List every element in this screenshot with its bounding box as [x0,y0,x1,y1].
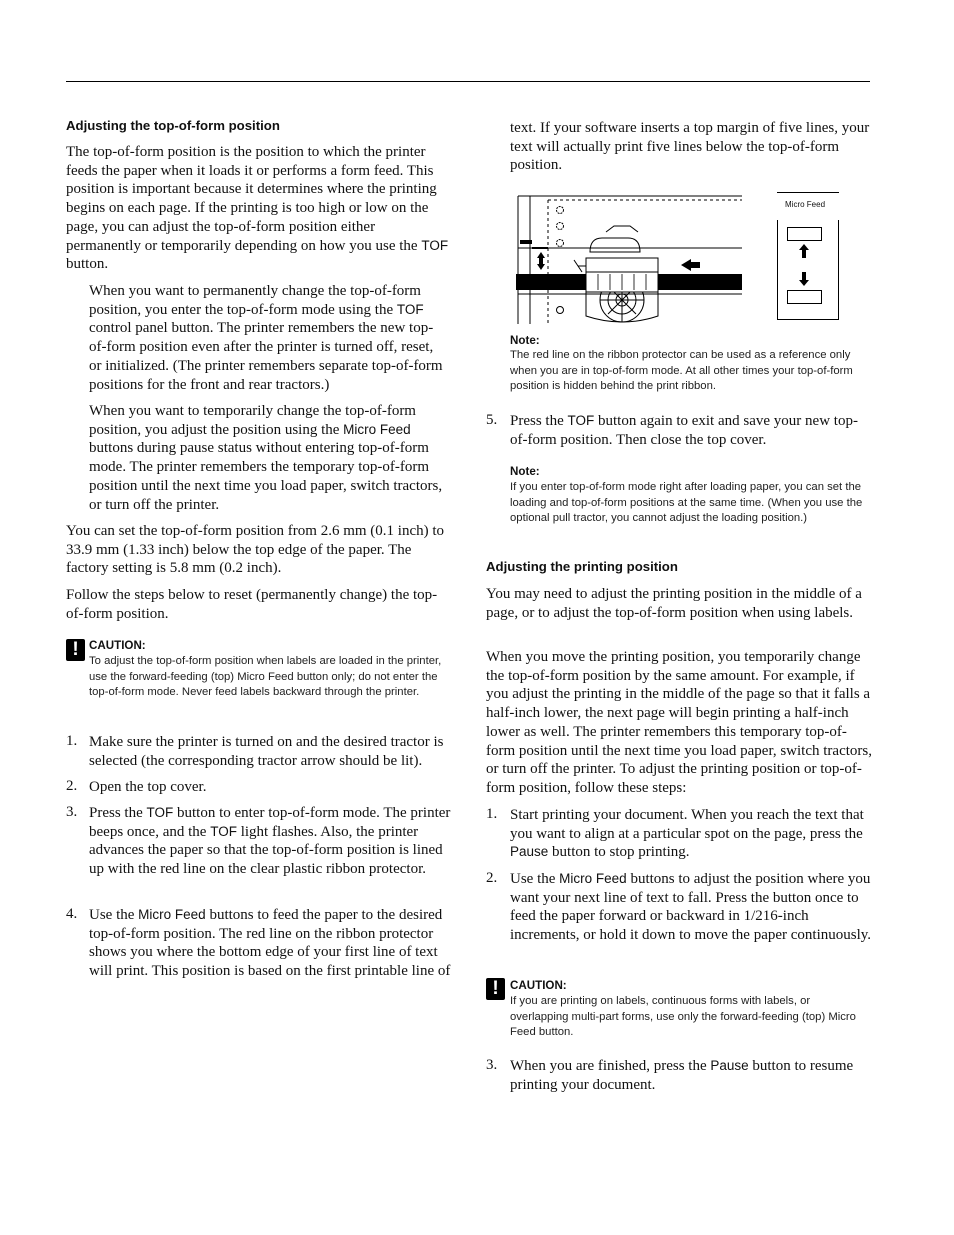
section-heading-top-of-form: Adjusting the top-of-form position [66,118,280,133]
step-number: 3. [66,804,78,820]
continued-paragraph: text. If your software inserts a top margin of five lines, your text will actually print five lines below the top-of-form position. [510,120,870,174]
section-heading-printing-position: Adjusting the printing position [486,559,678,574]
printing-step-3-text: When you are finished, press the Pause button to resume printing your document. [510,1058,854,1093]
step-number: 4. [66,906,78,922]
step-3-text: Press the TOF button to enter top-of-form mode. The printer beeps once, and the TOF light flashes. Also, the printer advances the paper so that the top-of-form position is lined up with the red line on the clear plastic ribbon protector. [89,805,451,878]
step-number: 1. [486,806,498,822]
note-1-text: The red line on the ribbon protector can be used as a reference only when you are in top-of-form mode. At all other times your top-of-form position is hidden behind the print ribbon. [510,349,853,393]
note-1-title: Note: [510,334,540,347]
note-2-text: If you enter top-of-form mode right after loading paper, you can set the loading and top-of-form positions at the same time. (When you use the optional pull tractor, you cannot adjust the loading position.) [510,481,863,525]
step-4-text: Use the Micro Feed buttons to feed the paper to the desired top-of-form position. The red line on the ribbon protector shows you where the bottom edge of your first line of text will print. This position is based on the first printable line of [89,907,451,980]
header-rule [66,81,870,82]
micro-feed-down-button [787,290,822,304]
printer-top-of-form-illustration [510,188,742,324]
step-number: 3. [486,1057,498,1073]
micro-feed-label: Micro Feed [785,200,826,209]
printing-intro-paragraph: You may need to adjust the printing position in the middle of a page, or to adjust the top-of-form position when using labels. [486,586,862,621]
printing-step-2-text: Use the Micro Feed buttons to adjust the position where you want your next line of text to fall. Press the button once to feed the paper forward or backward in 1/216-inch increments, or hold it down to move the paper continuously. [510,871,872,944]
permanent-paragraph: When you want to permanently change the top-of-form position, you enter the top-of-form mode using the TOF control panel button. The printer remembers the new top-of-form position even after the printer is turned off, reset, or initialized. (The printer remembers separate top-of-form positions for the front and rear tractors.) [89,283,443,393]
caution-title: CAUTION: [89,639,146,652]
temporary-paragraph: When you want to temporarily change the top-of-form position, you adjust the position using the Micro Feed buttons during pause status without entering top-of-form mode. The printer remembers the temporary top-of-form position until the next time you load paper, switch tractors, or turn off the printer. [89,403,443,513]
arrow-down-icon [799,272,809,286]
printing-step-1-text: Start printing your document. When you reach the text that you want to align at a particular spot on the page, press the Pause button to stop printing. [510,807,864,861]
step-number: 1. [66,733,78,749]
step-number: 5. [486,412,498,428]
caution-2-text: If you are printing on labels, continuous forms with labels, or overlapping multi-part forms, use only the forward-feeding (top) Micro Feed button. [510,995,856,1039]
note-2-title: Note: [510,465,540,478]
caution-icon: ! [486,978,505,1000]
caution-icon: ! [66,639,85,661]
step-number: 2. [486,870,498,886]
caution-text: To adjust the top-of-form position when labels are loaded in the printer, use the forward-feeding (top) Micro Feed button only; do not enter the top-of-form mode. Never feed labels backward through the printer. [89,655,442,699]
follow-paragraph: Follow the steps below to reset (permanently change) the top-of-form position. [66,587,438,622]
step-1-text: Make sure the printer is turned on and the desired tractor is selected (the corresponding tractor arrow should be lit). [89,734,444,769]
intro-paragraph: The top-of-form position is the position to which the printer feeds the paper when it loads it or performs a form feed. This position is important because it determines where the printing begins on each page. If the printing is too high or low on the page, you can adjust the top-of-form position either permanently or temporarily depending on how you use the TOF button. [66,144,449,273]
step-number: 2. [66,778,78,794]
caution-2-title: CAUTION: [510,979,567,992]
printing-explanation-paragraph: When you move the printing position, you temporarily change the top-of-form position by the same amount. For example, if you adjust the printing in the middle of the page so that it falls a half-inch lower, the next page will begin printing a half-inch lower as well. The printer remembers this temporary top-of-form position until the next time you load paper, switch tractors, or turn off the printer. To adjust the printing position or top-of-form position, follow these steps: [486,649,872,796]
step-5-text: Press the TOF button again to exit and save your new top-of-form position. Then close the top cover. [510,413,858,448]
arrow-up-icon [799,244,809,258]
control-panel-illustration [777,192,839,320]
micro-feed-up-button [787,227,822,241]
range-paragraph: You can set the top-of-form position from 2.6 mm (0.1 inch) to 33.9 mm (1.33 inch) below the top edge of the paper. The factory setting is 5.8 mm (0.2 inch). [66,523,445,577]
step-2-text: Open the top cover. [89,779,207,795]
